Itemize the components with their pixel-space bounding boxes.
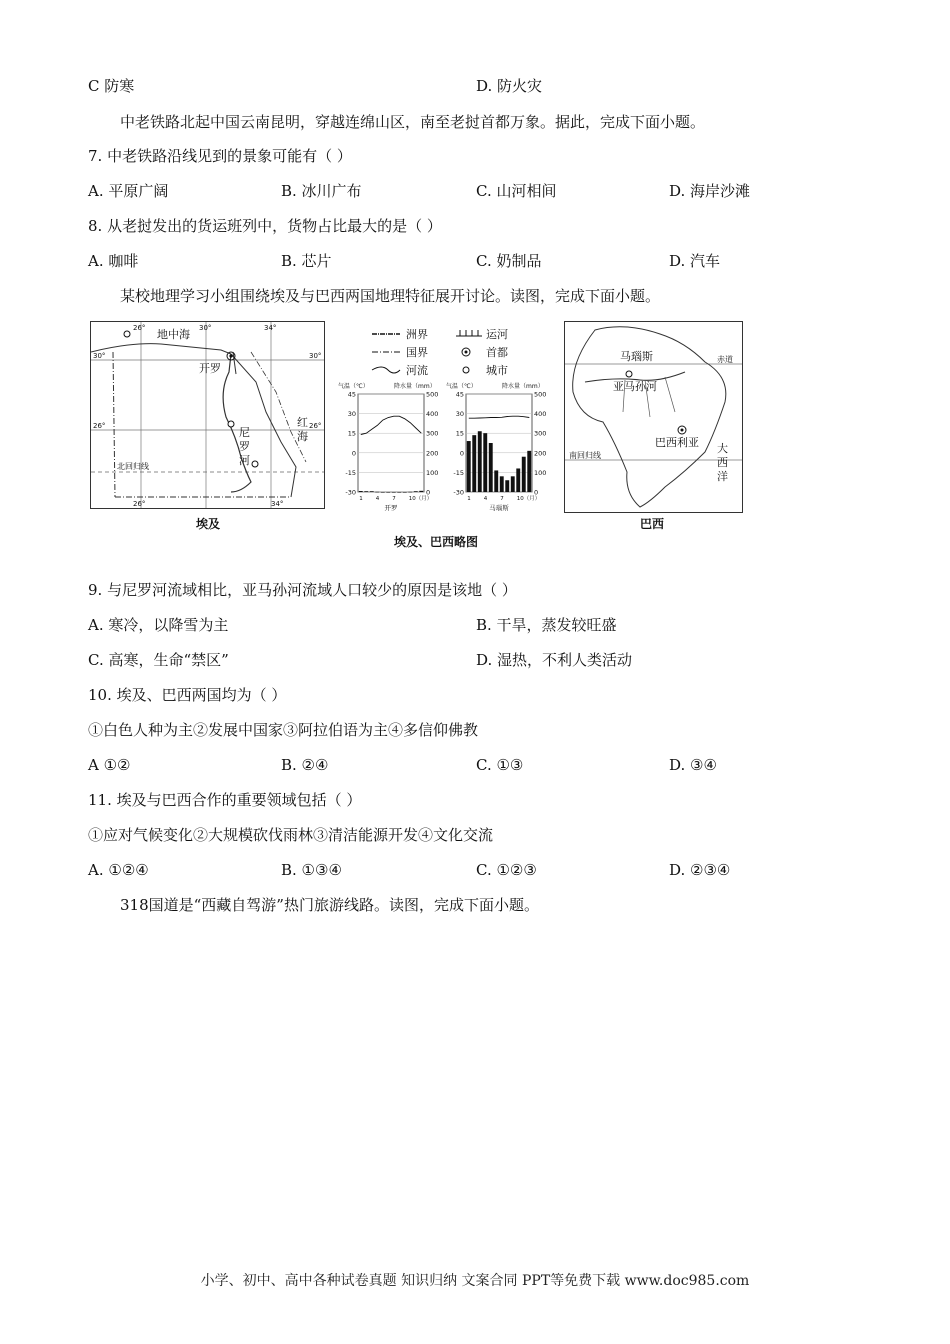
lon-34-top: 34° — [264, 324, 277, 332]
precip-tick-label: 500 — [426, 390, 439, 399]
egypt-brazil-figure — [88, 318, 748, 554]
precip-bar-3 — [478, 431, 482, 492]
q7-stem: 7. 中老铁路沿线见到的景象可能有（ ） — [88, 147, 352, 165]
month-tick-label: 10（月） — [408, 496, 433, 502]
q10-option-c: C. ①③ — [476, 756, 524, 774]
chart-title: 开罗 — [384, 504, 398, 512]
egypt-caption: 埃及 — [196, 517, 221, 531]
tropic-cancer-label: 北回归线 — [117, 462, 149, 471]
month-tick-label: 4 — [375, 496, 380, 502]
precip-bar-10 — [408, 492, 412, 493]
temp-tick-label: -15 — [453, 468, 464, 477]
temp-tick-label: 45 — [455, 390, 464, 399]
q11-option-a: A. ①②④ — [88, 861, 149, 879]
q7-option-c: C. 山河相间 — [476, 182, 557, 200]
legend-canal: 运河 — [486, 328, 508, 341]
lat-30-left: 30° — [93, 352, 106, 360]
precip-bar-9 — [511, 476, 515, 492]
atlantic-label-1: 大 — [717, 442, 728, 455]
mediterranean-label: 地中海 — [157, 328, 190, 341]
lat-26-right: 26° — [309, 422, 322, 430]
temp-tick-label: 30 — [347, 410, 356, 419]
red-sea-label-2: 海 — [297, 430, 308, 443]
amazon-label: 亚马孙河 — [613, 380, 657, 393]
lon-30-top: 30° — [199, 324, 212, 332]
q11-option-b: B. ①③④ — [281, 861, 342, 879]
legend-river: 河流 — [406, 364, 428, 377]
month-tick-label: 1 — [467, 496, 471, 502]
temp-tick-label: 45 — [347, 390, 356, 399]
precip-bar-9 — [403, 492, 407, 493]
tropic-capricorn-label: 南回归线 — [569, 451, 601, 460]
q9-option-c: C. 高寒，生命“禁区” — [88, 651, 229, 669]
precip-bar-1 — [467, 441, 471, 492]
precip-bar-6 — [386, 492, 390, 493]
intro-egypt-brazil: 某校地理学习小组围绕埃及与巴西两国地理特征展开讨论。读图，完成下面小题。 — [120, 287, 661, 305]
climate-chart-cairo — [338, 380, 444, 518]
q8-option-a: A. 咖啡 — [88, 252, 139, 270]
nile-label-1: 尼 — [239, 426, 250, 439]
lat-26-left: 26° — [93, 422, 106, 430]
q8-option-d: D. 汽车 — [669, 252, 721, 270]
q9-option-d: D. 湿热，不利人类活动 — [476, 651, 633, 669]
precip-tick-label: 400 — [426, 410, 439, 419]
ylabel-precip: 降水量（mm） — [502, 383, 544, 390]
chart-frame — [358, 394, 424, 492]
legend-national-border: 国界 — [406, 346, 428, 359]
precip-bar-4 — [483, 433, 487, 492]
precip-bar-2 — [472, 435, 476, 492]
q10-option-d: D. ③④ — [669, 756, 717, 774]
brazil-caption: 巴西 — [640, 517, 665, 531]
q11-option-d: D. ②③④ — [669, 861, 731, 879]
temp-tick-label: 0 — [459, 449, 464, 458]
temp-tick-label: -15 — [345, 468, 356, 477]
map-legend — [332, 324, 554, 380]
brasilia-label: 巴西利亚 — [655, 436, 699, 449]
precip-tick-label: 300 — [426, 429, 439, 438]
page-footer: 小学、初中、高中各种试卷真题 知识归纳 文案合同 PPT等免费下载 www.doc985.com — [200, 1273, 750, 1289]
q11-option-c: C. ①②③ — [476, 861, 537, 879]
precip-bar-8 — [505, 480, 509, 492]
red-sea-label-1: 红 — [297, 416, 308, 429]
lon-34-bottom: 34° — [271, 500, 284, 508]
q7-option-a: A. 平原广阔 — [88, 182, 169, 200]
nile-label-3: 河 — [239, 454, 250, 467]
precip-bar-4 — [375, 492, 379, 493]
precip-tick-label: 100 — [426, 468, 439, 477]
temp-tick-label: -30 — [453, 488, 464, 497]
precip-tick-label: 0 — [534, 488, 539, 497]
climate-chart-manaus — [446, 380, 552, 518]
precip-bar-11 — [414, 491, 418, 492]
precip-bar-7 — [392, 492, 396, 493]
precip-bar-7 — [500, 476, 504, 492]
atlantic-label-2: 西 — [717, 456, 728, 469]
precip-tick-label: 500 — [534, 390, 547, 399]
precip-tick-label: 400 — [534, 410, 547, 419]
precip-tick-label: 300 — [534, 429, 547, 438]
q10-stem: 10. 埃及、巴西两国均为（ ） — [88, 686, 287, 704]
q10-option-a: A ①② — [88, 756, 131, 774]
q6-option-c: C 防寒 — [88, 77, 135, 95]
temp-tick-label: 30 — [455, 410, 464, 419]
q8-option-b: B. 芯片 — [281, 252, 332, 270]
q9-stem: 9. 与尼罗河流域相比，亚马孙河流域人口较少的原因是该地（ ） — [88, 581, 517, 599]
temp-line — [469, 416, 530, 418]
temp-tick-label: 15 — [347, 429, 356, 438]
month-tick-label: 4 — [483, 496, 488, 502]
month-tick-label: 7 — [392, 496, 396, 502]
q6-option-d: D. 防火灾 — [476, 77, 543, 95]
lon-26-bottom: 26° — [133, 500, 146, 508]
chart-title: 马瑙斯 — [489, 504, 509, 512]
month-tick-label: 7 — [500, 496, 504, 502]
precip-bar-12 — [419, 491, 423, 492]
brazil-map — [564, 321, 743, 513]
month-tick-label: 1 — [359, 496, 363, 502]
q11-stem: 11. 埃及与巴西合作的重要领域包括（ ） — [88, 791, 362, 809]
precip-bar-5 — [381, 492, 385, 493]
precip-tick-label: 0 — [426, 488, 431, 497]
intro-railway: 中老铁路北起中国云南昆明，穿越连绵山区，南至老挝首都万象。据此，完成下面小题。 — [120, 113, 706, 131]
q9-option-b: B. 干旱，蒸发较旺盛 — [476, 616, 617, 634]
precip-tick-label: 200 — [426, 449, 439, 458]
precip-tick-label: 200 — [534, 449, 547, 458]
precip-bar-1 — [359, 491, 363, 492]
atlantic-label-3: 洋 — [717, 470, 728, 483]
temp-tick-label: -30 — [345, 488, 356, 497]
q8-stem: 8. 从老挝发出的货运班列中，货物占比最大的是（ ） — [88, 217, 442, 235]
temp-tick-label: 15 — [455, 429, 464, 438]
q8-option-c: C. 奶制品 — [476, 252, 542, 270]
manaus-label: 马瑙斯 — [620, 350, 653, 363]
precip-bar-3 — [370, 491, 374, 492]
cairo-label: 开罗 — [199, 362, 221, 375]
legend-capital: 首都 — [486, 346, 508, 359]
egypt-map — [90, 321, 325, 509]
q9-option-a: A. 寒冷，以降雪为主 — [88, 616, 229, 634]
precip-bar-11 — [522, 457, 526, 492]
precip-bar-5 — [489, 443, 493, 492]
equator-label: 赤道 — [717, 355, 733, 364]
temp-line — [361, 416, 422, 434]
figure-caption: 埃及、巴西略图 — [394, 535, 479, 549]
ylabel-precip: 降水量（mm） — [394, 383, 436, 390]
legend-continent-border: 洲界 — [406, 328, 428, 341]
precip-bar-6 — [494, 470, 498, 492]
q10-option-b: B. ②④ — [281, 756, 329, 774]
precip-tick-label: 100 — [534, 468, 547, 477]
q11-items: ①应对气候变化②大规模砍伐雨林③清洁能源开发④文化交流 — [88, 826, 494, 844]
intro-318: 318国道是“西藏自驾游”热门旅游线路。读图，完成下面小题。 — [120, 896, 539, 914]
precip-bar-8 — [397, 492, 401, 493]
month-tick-label: 10（月） — [516, 496, 541, 502]
precip-bar-2 — [364, 491, 368, 492]
lat-30-right: 30° — [309, 352, 322, 360]
nile-label-2: 罗 — [239, 440, 250, 453]
lon-26-top: 26° — [133, 324, 146, 332]
legend-city: 城市 — [486, 364, 508, 377]
q7-option-d: D. 海岸沙滩 — [669, 182, 751, 200]
temp-tick-label: 0 — [351, 449, 356, 458]
ylabel-temp: 气温（℃） — [446, 383, 477, 390]
ylabel-temp: 气温（℃） — [338, 383, 369, 390]
q10-items: ①白色人种为主②发展中国家③阿拉伯语为主④多信仰佛教 — [88, 721, 479, 739]
precip-bar-10 — [516, 468, 520, 492]
q7-option-b: B. 冰川广布 — [281, 182, 362, 200]
precip-bar-12 — [527, 451, 531, 492]
